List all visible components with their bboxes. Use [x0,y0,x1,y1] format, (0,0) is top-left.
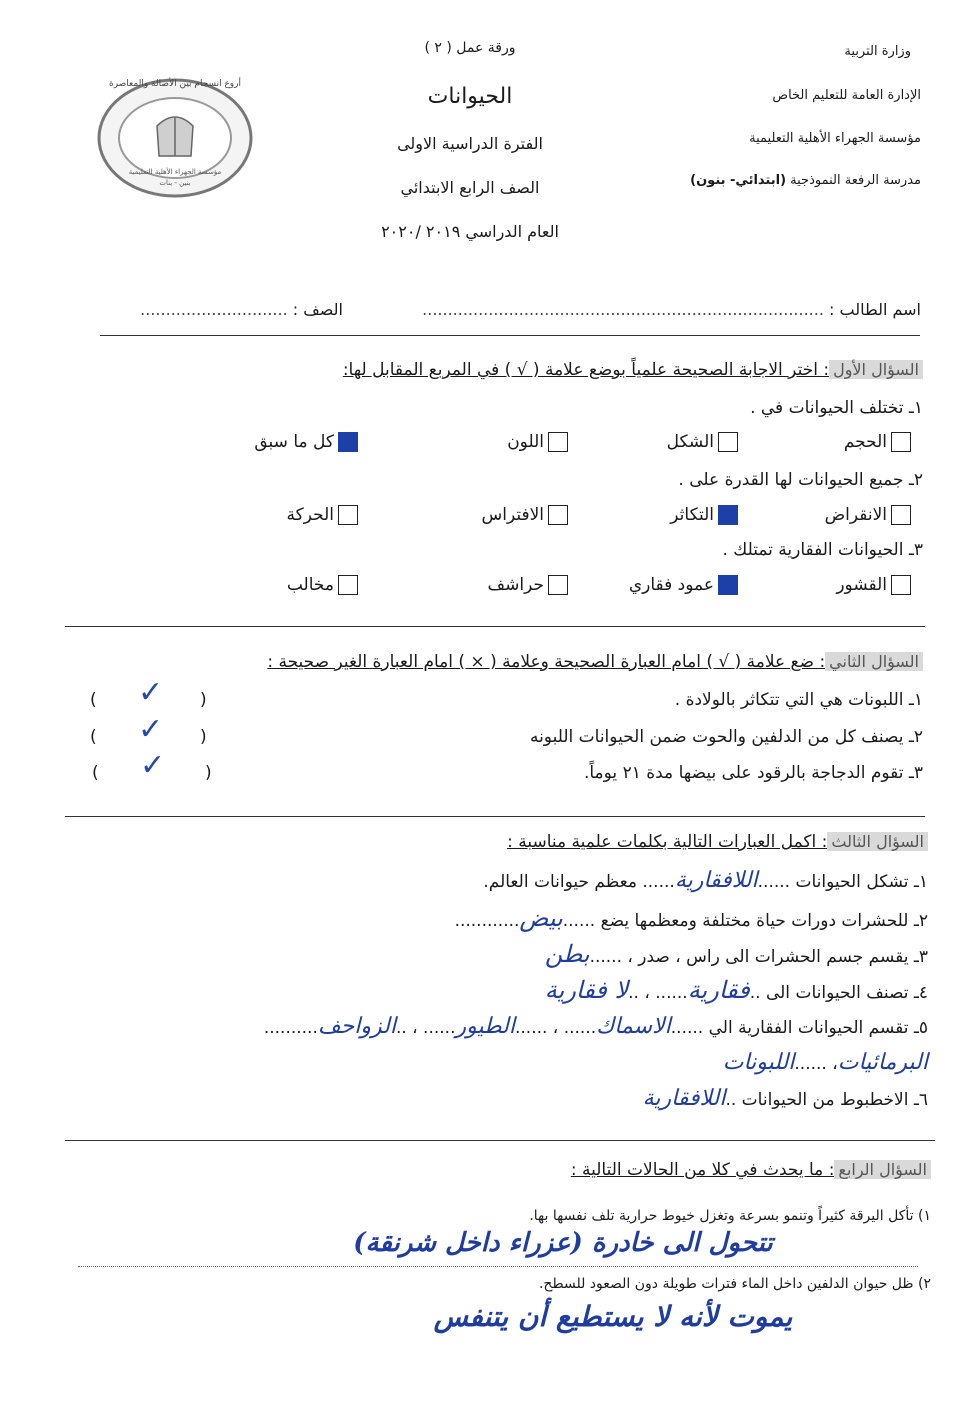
q2-answer-3: ✓ [140,748,166,783]
q1-3-opt-1: القشور [836,575,911,595]
q3-answer-4a: فقارية [687,976,750,1004]
q2-item-2: ٢ـ يصنف كل من الدلفين والحوت ضمن الحيوانات اللبونه [529,727,923,747]
q2-header [267,652,923,672]
grade: الصف الرابع الابتدائي [400,178,540,197]
q4-answer-2: يموت لأنه لا يستطيع أن يتنفس [433,1300,793,1333]
checkbox[interactable] [338,575,358,595]
foundation: مؤسسة الجهراء الأهلية التعليمية [749,131,921,146]
divider [65,1140,935,1141]
checkbox[interactable] [548,575,568,595]
q1-1-opt-2: الشكل [667,432,738,452]
q3-line-1: ١ـ تشكل الحيوانات ......اللافقارية...... معظم حيوانات العالم. [483,868,928,893]
q1-item-1: ١ـ تختلف الحيوانات في . [750,398,923,418]
q2-label: السؤال الثاني [825,652,923,671]
divider [100,335,920,336]
student-name-field[interactable]: ............................................................................... [422,300,824,319]
q3-answer-1: اللافقارية [674,868,758,893]
worksheet-number: ورقة عمل ( ٢ ) [424,40,516,56]
q3-line-4: ٤ـ تصنف الحيوانات الى ..فقارية...... ، ..لا فقارية [544,976,928,1004]
checkbox[interactable] [548,432,568,452]
logo-foundation: مؤسسة الجهراء الأهلية التعليمية [128,168,222,176]
q1-1-opt-1: الحجم [844,432,911,452]
q4-label: السؤال الرابع [834,1160,931,1179]
q3-label: السؤال الثالث [827,832,928,851]
school-stage: (ابتدائي- بنون) [690,173,787,188]
q3-line-2: ٢ـ للحشرات دورات حياة مختلفة ومعظمها يضع ......بيض............ [454,904,928,932]
q1-1-opt-3: اللون [507,432,568,452]
school-logo [95,72,255,202]
ministry: وزارة التربية [844,44,911,59]
q1-3-opt-4: مخالب [287,575,358,595]
class-field[interactable]: ............................. [140,300,288,319]
q3-header [507,832,928,852]
q1-item-3: ٣ـ الحيوانات الفقارية تمتلك . [722,540,923,560]
checkbox[interactable] [718,432,738,452]
q3-answer-5c: الزواحف [317,1014,396,1039]
q4-header [571,1160,931,1180]
checkbox[interactable] [891,505,911,525]
q4-answer-1: تتحول الى خادرة (عزراء داخل شرنقة) [353,1228,773,1258]
q1-2-opt-3: الافتراس [481,505,568,525]
q2-answer-1: ✓ [138,675,164,710]
q2-item-1: ١ـ اللبونات هي التي تتكاثر بالولادة . [674,690,923,710]
checkbox[interactable] [891,432,911,452]
q1-2-opt-4: الحركة [287,505,358,525]
term: الفترة الدراسية الاولى [397,134,543,153]
student-name-row [422,300,921,319]
checkbox[interactable] [891,575,911,595]
student-name-label: اسم الطالب : [829,300,921,319]
checkbox[interactable] [338,505,358,525]
checkbox-checked[interactable] [718,575,738,595]
checkbox-checked[interactable] [718,505,738,525]
q2-answer-2: ✓ [138,712,164,747]
school-name: مدرسة الرفعة النموذجية [790,173,921,188]
q1-item-2: ٢ـ جميع الحيوانات لها القدرة على . [678,470,923,490]
divider [65,626,925,627]
q1-2-opt-1: الانقراض [825,505,911,525]
checkbox[interactable] [548,505,568,525]
q1-3-opt-3: حراشف [488,575,568,595]
q3-line-6: ٦ـ الاخطبوط من الحيوانات ..اللافقارية [642,1086,928,1111]
q3-answer-2: بيض [519,904,563,932]
school-year: العام الدراسي ٢٠١٩ /٢٠٢٠ [381,222,559,241]
q1-1-opt-4: كل ما سبق [254,432,358,452]
logo-sub: بنين - بنات [159,179,191,187]
q2-item-3: ٣ـ تقوم الدجاجة بالرقود على بيضها مدة ٢١ يوماً. [583,763,923,783]
school-line [690,173,921,188]
q1-instruction: : اختر الاجابة الصحيحة علمياً بوضع علامة ( √ ) في المربع المقابل لها: [342,360,830,380]
q3-answer-5e: اللبونات [722,1050,795,1075]
q3-answer-3: بطن [544,940,590,968]
q1-2-opt-2: التكاثر [670,505,738,525]
q3-answer-5d: البرمائيات [837,1050,928,1075]
checkbox-checked[interactable] [338,432,358,452]
class-label: الصف : [292,300,343,319]
logo-motto: أروع انسجام بين الأصالة والمعاصرة [108,79,242,89]
class-row [140,300,343,319]
q1-header [343,360,923,380]
q4-item-2: ٢) ظل حيوان الدلفين داخل الماء فترات طويلة دون الصعود للسطح. [538,1276,931,1292]
q3-line-5b: البرمائيات، ......اللبونات [722,1050,928,1075]
q3-line-5: ٥ـ تقسم الحيوانات الفقارية الي ......الاسماك...... ، ......الطيور...... ، ..الزواحف.......... [263,1014,928,1039]
q3-answer-6: اللافقارية [642,1086,726,1111]
q1-label: السؤال الأول [829,360,923,379]
q3-answer-4b: لا فقارية [544,976,629,1004]
page-title: الحيوانات [427,84,513,109]
q3-line-3: ٣ـ يقسم جسم الحشرات الى راس ، صدر ، ......بطن [544,940,928,968]
q1-3-opt-2: عمود فقاري [629,575,738,595]
administration: الإدارة العامة للتعليم الخاص [772,88,921,103]
divider [65,816,925,817]
q3-instruction: : اكمل العبارات التالية بكلمات علمية مناسبة : [507,832,828,852]
q3-answer-5b: الطيور [455,1014,515,1039]
q4-item-1: ١) تأكل اليرقة كثيراً وتنمو بسرعة وتغزل خيوط حرارية تلف نفسها بها. [529,1208,931,1224]
q2-instruction: : ضع علامة ( √ ) امام العبارة الصحيحة وعلامة ( × ) امام العبارة الغير صحيحة : [267,652,826,672]
q3-answer-5a: الاسماك [596,1014,671,1039]
q4-instruction: : ما يحدث في كلا من الحالات التالية : [570,1160,835,1180]
